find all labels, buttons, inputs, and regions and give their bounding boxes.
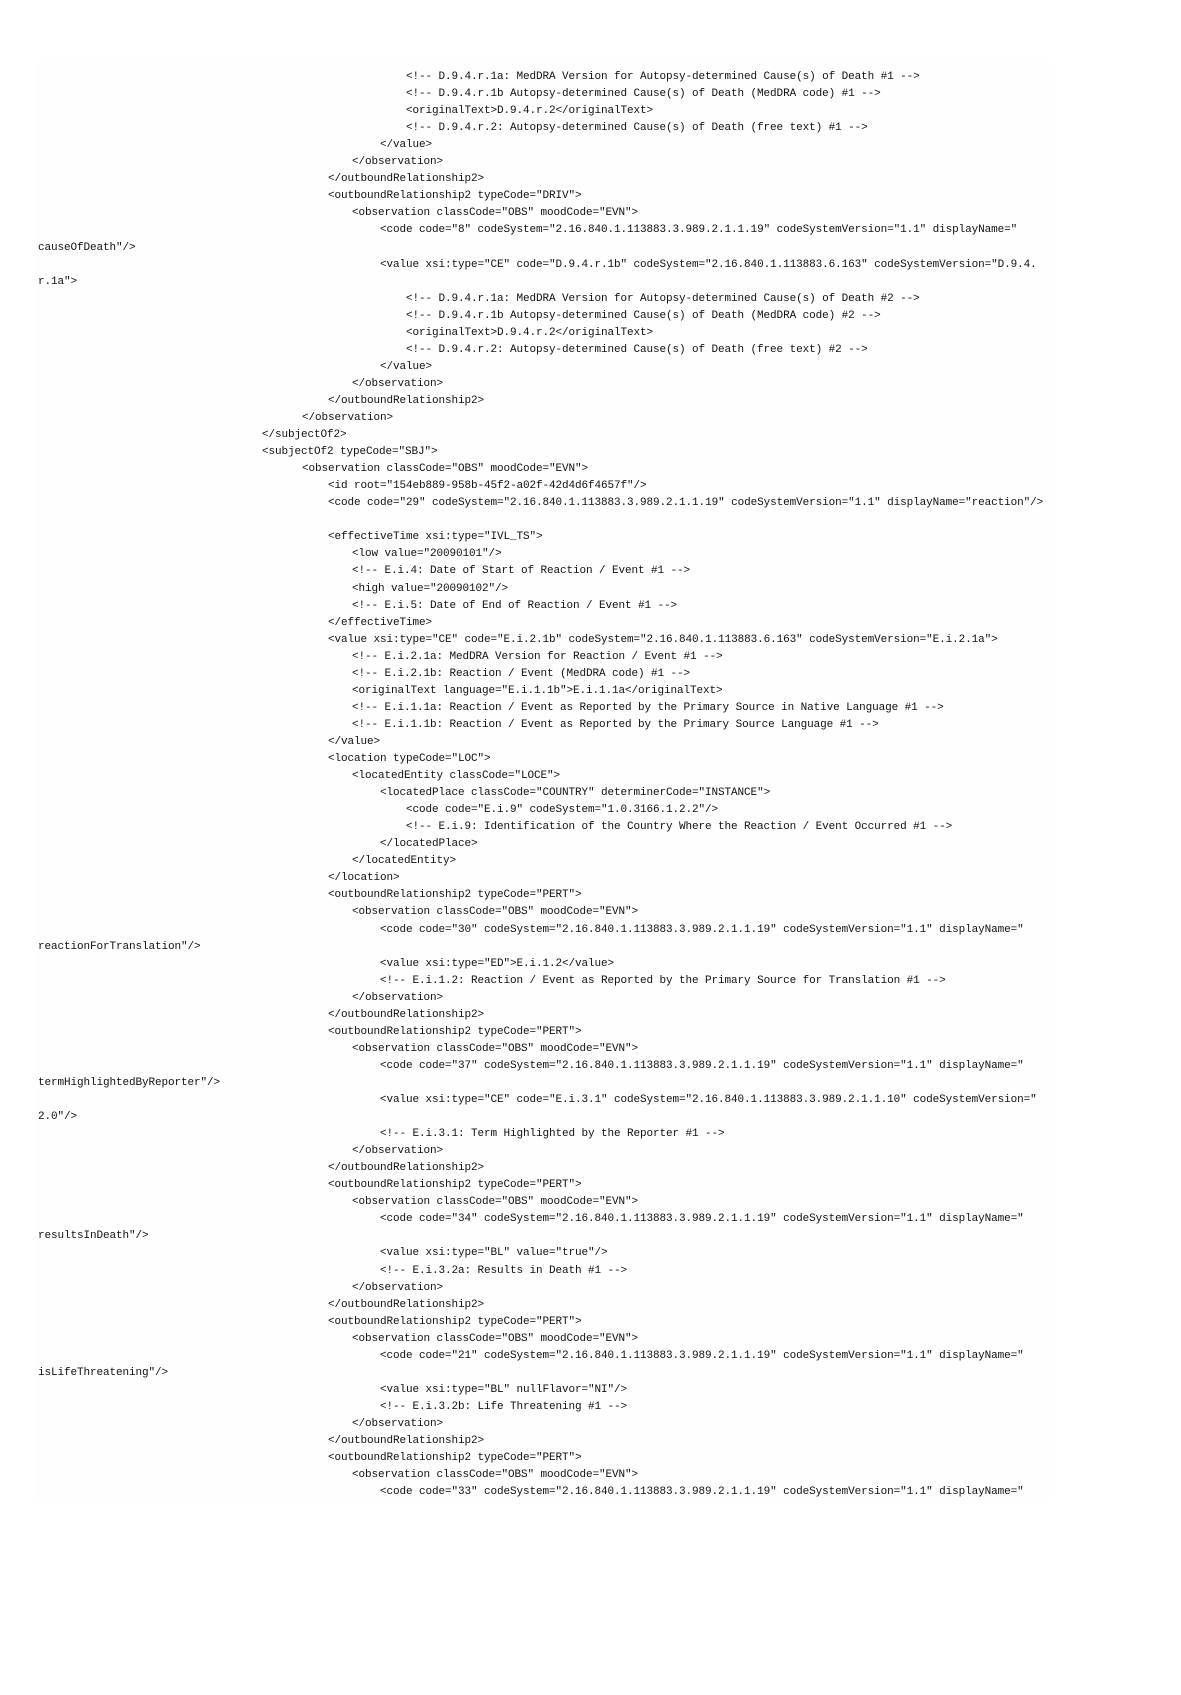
code-line: <subjectOf2 typeCode="SBJ"> xyxy=(262,446,438,459)
code-line: <originalText>D.9.4.r.2</originalText> xyxy=(406,326,654,339)
code-line: <originalText>D.9.4.r.2</originalText> xyxy=(406,105,654,118)
code-line: <code code="8" codeSystem="2.16.840.1.113883.3.989.2.1.1.19" codeSystemVersion="1.1" displayName=" xyxy=(380,224,1018,237)
code-comment-line: <!-- D.9.4.r.1b Autopsy-determined Cause(s) of Death (MedDRA code) #1 --> xyxy=(406,88,881,101)
code-line: reactionForTranslation"/> xyxy=(38,940,201,953)
code-comment-line: <!-- E.i.4: Date of Start of Reaction / Event #1 --> xyxy=(352,565,691,578)
code-line: <low value="20090101"/> xyxy=(352,548,502,561)
code-line: </value> xyxy=(328,735,381,748)
code-line: </locatedEntity> xyxy=(352,855,457,868)
code-line: <code code="33" codeSystem="2.16.840.1.113883.3.989.2.1.1.19" codeSystemVersion="1.1" displayName=" xyxy=(380,1486,1024,1499)
code-comment-line: <!-- E.i.9: Identification of the Country Where the Reaction / Event Occurred #1 --> xyxy=(406,821,953,834)
code-comment-line: <!-- E.i.1.1b: Reaction / Event as Reported by the Primary Source Language #1 --> xyxy=(352,718,879,731)
code-line: <outboundRelationship2 typeCode="PERT"> xyxy=(328,1025,582,1038)
code-line: <originalText language="E.i.1.1b">E.i.1.1a</originalText> xyxy=(352,684,723,697)
code-line: r.1a"> xyxy=(38,275,78,288)
code-line: <observation classCode="OBS" moodCode="EVN"> xyxy=(352,906,639,919)
code-line: <value xsi:type="BL" value="true"/> xyxy=(380,1247,608,1260)
code-line: </effectiveTime> xyxy=(328,616,433,629)
code-comment-line: <!-- D.9.4.r.1a: MedDRA Version for Autopsy-determined Cause(s) of Death #2 --> xyxy=(406,292,920,305)
code-line: </value> xyxy=(380,360,433,373)
code-line: <observation classCode="OBS" moodCode="EVN"> xyxy=(302,463,589,476)
code-line: <observation classCode="OBS" moodCode="EVN"> xyxy=(352,207,639,220)
code-line: </outboundRelationship2> xyxy=(328,1435,485,1447)
code-comment-line: <!-- E.i.2.1a: MedDRA Version for Reaction / Event #1 --> xyxy=(352,650,723,663)
code-line: <outboundRelationship2 typeCode="PERT"> xyxy=(328,889,582,902)
code-comment-line: <!-- D.9.4.r.2: Autopsy-determined Cause(s) of Death (free text) #1 --> xyxy=(406,122,868,135)
code-line: </outboundRelationship2> xyxy=(328,1008,485,1021)
code-line: <locatedPlace classCode="COUNTRY" determinerCode="INSTANCE"> xyxy=(380,787,771,800)
code-line: <code code="E.i.9" codeSystem="1.0.3166.1.2.2"/> xyxy=(406,804,719,817)
code-line: 2.0"/> xyxy=(38,1111,78,1124)
xml-code-listing xyxy=(36,62,1050,1502)
code-line: </outboundRelationship2> xyxy=(328,1162,485,1175)
code-line: <code code="21" codeSystem="2.16.840.1.113883.3.989.2.1.1.19" codeSystemVersion="1.1" displayName=" xyxy=(380,1349,1024,1362)
code-line: <outboundRelationship2 typeCode="PERT"> xyxy=(328,1179,582,1192)
code-line: <code code="37" codeSystem="2.16.840.1.113883.3.989.2.1.1.19" codeSystemVersion="1.1" displayName=" xyxy=(380,1059,1024,1072)
code-line: <observation classCode="OBS" moodCode="EVN"> xyxy=(352,1469,639,1482)
code-line: </observation> xyxy=(352,156,444,169)
code-line: causeOfDeath"/> xyxy=(38,241,136,254)
code-comment-line: <!-- D.9.4.r.1b Autopsy-determined Cause(s) of Death (MedDRA code) #2 --> xyxy=(406,309,881,322)
code-line: <code code="34" codeSystem="2.16.840.1.113883.3.989.2.1.1.19" codeSystemVersion="1.1" displayName=" xyxy=(380,1213,1024,1226)
code-line: </location> xyxy=(328,872,400,885)
code-line: <outboundRelationship2 typeCode="PERT"> xyxy=(328,1315,582,1328)
code-line: <effectiveTime xsi:type="IVL_TS"> xyxy=(328,531,543,544)
code-line: <id root="154eb889-958b-45f2-a02f-42d4d6f4657f"/> xyxy=(328,480,647,493)
code-line: <value xsi:type="CE" code="E.i.2.1b" codeSystem="2.16.840.1.113883.6.163" codeSystemVersion="E.i.2.1a"> xyxy=(328,633,998,646)
code-line: </value> xyxy=(380,139,433,152)
code-line: <high value="20090102"/> xyxy=(352,582,509,595)
code-line: </observation> xyxy=(352,991,444,1004)
code-comment-line: <!-- E.i.1.2: Reaction / Event as Reported by the Primary Source for Translation #1 --> xyxy=(380,974,946,987)
code-line: resultsInDeath"/> xyxy=(38,1230,149,1243)
code-line: <value xsi:type="CE" code="D.9.4.r.1b" codeSystem="2.16.840.1.113883.6.163" codeSystemVersion="D.9.4. xyxy=(380,258,1037,271)
code-line: </outboundRelationship2> xyxy=(328,1298,485,1311)
code-line: </outboundRelationship2> xyxy=(328,394,485,407)
code-line: termHighlightedByReporter"/> xyxy=(38,1076,221,1089)
code-comment-line: <!-- E.i.2.1b: Reaction / Event (MedDRA code) #1 --> xyxy=(352,667,691,680)
code-line: </observation> xyxy=(302,412,394,424)
code-line: <locatedEntity classCode="LOCE"> xyxy=(352,770,561,783)
code-line: <value xsi:type="BL" nullFlavor="NI"/> xyxy=(380,1383,628,1396)
code-line: isLifeThreatening"/> xyxy=(38,1366,169,1379)
code-line: <value xsi:type="CE" code="E.i.3.1" codeSystem="2.16.840.1.113883.3.989.2.1.1.10" codeSystemVersion=" xyxy=(380,1094,1037,1106)
code-line: </subjectOf2> xyxy=(262,429,347,442)
code-line: <observation classCode="OBS" moodCode="EVN"> xyxy=(352,1196,639,1209)
code-line: <code code="30" codeSystem="2.16.840.1.113883.3.989.2.1.1.19" codeSystemVersion="1.1" displayName=" xyxy=(380,923,1024,936)
code-line: <location typeCode="LOC"> xyxy=(328,753,491,765)
code-line: <observation classCode="OBS" moodCode="EVN"> xyxy=(352,1332,639,1345)
code-comment-line: <!-- E.i.3.2a: Results in Death #1 --> xyxy=(380,1264,628,1277)
code-line: </locatedPlace> xyxy=(380,838,478,851)
code-line: <outboundRelationship2 typeCode="DRIV"> xyxy=(328,190,582,203)
code-comment-line: <!-- D.9.4.r.2: Autopsy-determined Cause(s) of Death (free text) #2 --> xyxy=(406,343,868,356)
code-comment-line: <!-- D.9.4.r.1a: MedDRA Version for Autopsy-determined Cause(s) of Death #1 --> xyxy=(406,71,920,83)
code-comment-line: <!-- E.i.3.1: Term Highlighted by the Reporter #1 --> xyxy=(380,1128,725,1141)
code-comment-line: <!-- E.i.5: Date of End of Reaction / Event #1 --> xyxy=(352,599,678,612)
code-line: </observation> xyxy=(352,1145,444,1158)
code-line: <observation classCode="OBS" moodCode="EVN"> xyxy=(352,1042,639,1055)
code-line: <value xsi:type="ED">E.i.1.2</value> xyxy=(380,957,615,970)
code-line: </observation> xyxy=(352,1417,444,1430)
code-comment-line: <!-- E.i.3.2b: Life Threatening #1 --> xyxy=(380,1400,628,1413)
code-line: </observation> xyxy=(352,377,444,390)
code-line: <outboundRelationship2 typeCode="PERT"> xyxy=(328,1452,582,1465)
code-comment-line: <!-- E.i.1.1a: Reaction / Event as Reported by the Primary Source in Native Language #1 --> xyxy=(352,701,944,714)
code-line: <code code="29" codeSystem="2.16.840.1.113883.3.989.2.1.1.19" codeSystemVersion="1.1" displayName="reaction"/> xyxy=(328,497,1044,510)
code-line: </observation> xyxy=(352,1281,444,1294)
code-line: </outboundRelationship2> xyxy=(328,173,485,186)
